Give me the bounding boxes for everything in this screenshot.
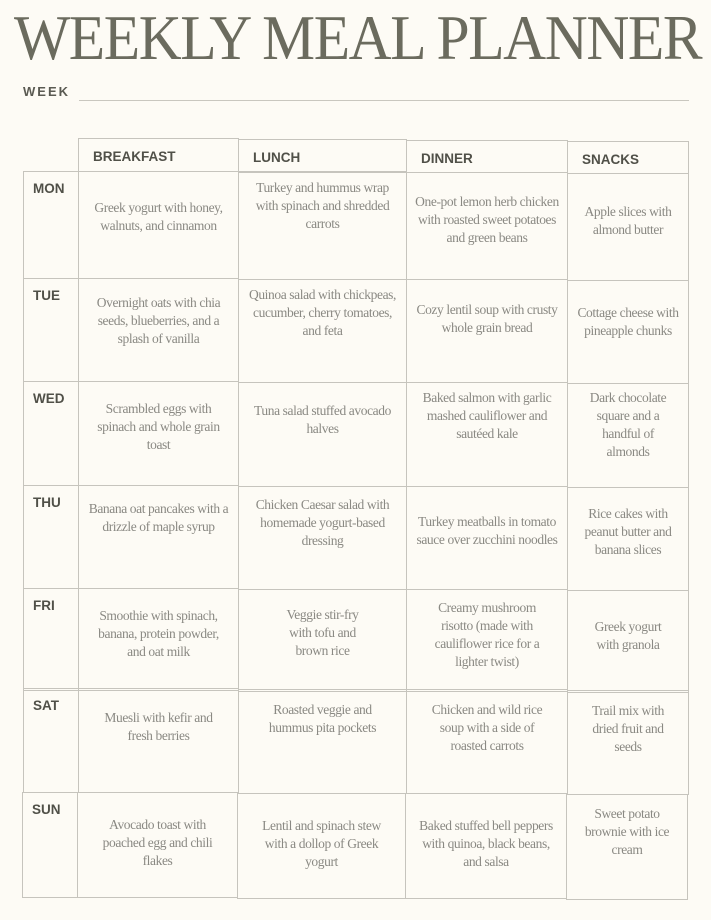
meal-cell-sat-dinner <box>406 689 568 794</box>
meal-text: Sweet potato brownie with ice cream <box>584 806 670 857</box>
meal-cell-mon-breakfast <box>78 171 239 279</box>
meal-cell-sat-breakfast <box>78 688 239 793</box>
meal-text: Rice cakes with peanut butter and banana slices <box>584 506 672 557</box>
meal-text: Quinoa salad with chickpeas, cucumber, cherry tomatoes, and feta <box>248 287 396 338</box>
meal-cell-sun-dinner <box>405 793 567 899</box>
week-label: WEEK <box>23 84 70 99</box>
meal-text: Greek yogurt with honey, walnuts, and cinnamon <box>94 200 223 233</box>
day-label-tue: TUE <box>23 278 79 382</box>
day-label-mon: MON <box>23 171 79 279</box>
meal-text: Overnight oats with chia seeds, blueberries, and a splash of vanilla <box>96 295 221 346</box>
meal-cell-fri-snacks <box>567 590 689 693</box>
meal-text: Tuna salad stuffed avocado halves <box>254 402 391 436</box>
column-header-snacks: SNACKS <box>567 141 689 174</box>
column-header-dinner: DINNER <box>406 140 568 173</box>
meal-cell-sun-lunch <box>237 793 406 899</box>
meal-text: Turkey and hummus wrap with spinach and shredded carrots <box>255 180 390 231</box>
meal-text: Chicken Caesar salad with homemade yogurt-based dressing <box>255 497 390 548</box>
meal-text: Veggie stir-fry with tofu and brown rice <box>286 606 359 658</box>
meal-text: Smoothie with spinach, banana, protein powder, and oat milk <box>98 607 219 659</box>
meal-text: Chicken and wild rice soup with a side of roasted carrots <box>431 701 543 753</box>
meal-cell-tue-lunch <box>238 279 407 383</box>
meal-text: Turkey meatballs in tomato sauce over zucchini noodles <box>416 514 558 547</box>
meal-cell-wed-breakfast <box>78 381 239 486</box>
meal-text: Muesli with kefir and fresh berries <box>104 709 213 743</box>
day-label-sun: SUN <box>22 792 78 898</box>
meal-cell-mon-lunch <box>238 172 407 280</box>
meal-cell-tue-dinner <box>406 279 568 383</box>
meal-cell-sat-snacks <box>567 690 689 795</box>
meal-cell-thu-dinner <box>406 486 568 590</box>
meal-cell-sun-snacks <box>566 794 688 900</box>
meal-text: Scrambled eggs with spinach and whole grain toast <box>97 400 220 452</box>
meal-cell-thu-snacks <box>567 487 689 591</box>
day-label-sat: SAT <box>23 688 79 793</box>
meal-text: Apple slices with almond butter <box>584 204 672 237</box>
meal-cell-wed-snacks <box>567 383 689 488</box>
meal-text: Cottage cheese with pineapple chunks <box>577 305 679 338</box>
meal-text: Trail mix with dried fruit and seeds <box>592 702 664 754</box>
meal-text: Roasted veggie and hummus pita pockets <box>268 701 377 735</box>
meal-cell-fri-breakfast <box>78 588 239 691</box>
meal-cell-fri-lunch <box>238 589 407 692</box>
meal-cell-fri-dinner <box>406 589 568 692</box>
meal-cell-sat-lunch <box>238 689 407 794</box>
meal-cell-wed-dinner <box>406 382 568 487</box>
meal-text: Creamy mushroom risotto (made with cauliflower rice for a lighter twist) <box>434 599 540 669</box>
meal-cell-tue-snacks <box>567 280 689 384</box>
meal-cell-thu-lunch <box>238 486 407 590</box>
meal-cell-mon-dinner <box>406 172 568 280</box>
meal-text: Lentil and spinach stew with a dollop of Greek yogurt <box>262 818 381 869</box>
meal-cell-sun-breakfast <box>77 792 238 898</box>
meal-text: Avocado toast with poached egg and chili flakes <box>102 817 213 868</box>
meal-text: Greek yogurt with granola <box>594 618 662 652</box>
meal-text: Banana oat pancakes with a drizzle of maple syrup <box>88 501 229 534</box>
meal-text: Dark chocolate square and a handful of almonds <box>589 389 667 459</box>
column-header-lunch: LUNCH <box>238 139 407 172</box>
day-label-wed: WED <box>23 381 79 486</box>
meal-cell-thu-breakfast <box>78 485 239 589</box>
meal-cell-wed-lunch <box>238 382 407 487</box>
meal-text: One-pot lemon herb chicken with roasted sweet potatoes and green beans <box>415 194 559 245</box>
page-title: WEEKLY MEAL PLANNER <box>14 2 702 73</box>
column-header-breakfast: BREAKFAST <box>78 138 239 172</box>
meal-text: Baked stuffed bell peppers with quinoa, black beans, and salsa <box>419 818 553 869</box>
day-label-thu: THU <box>23 485 79 589</box>
meal-text: Cozy lentil soup with crusty whole grain bread <box>416 302 558 335</box>
meal-cell-tue-breakfast <box>78 278 239 382</box>
day-label-fri: FRI <box>23 588 79 691</box>
meal-cell-mon-snacks <box>567 173 689 281</box>
meal-text: Baked salmon with garlic mashed cauliflower and sautéed kale <box>422 389 552 441</box>
